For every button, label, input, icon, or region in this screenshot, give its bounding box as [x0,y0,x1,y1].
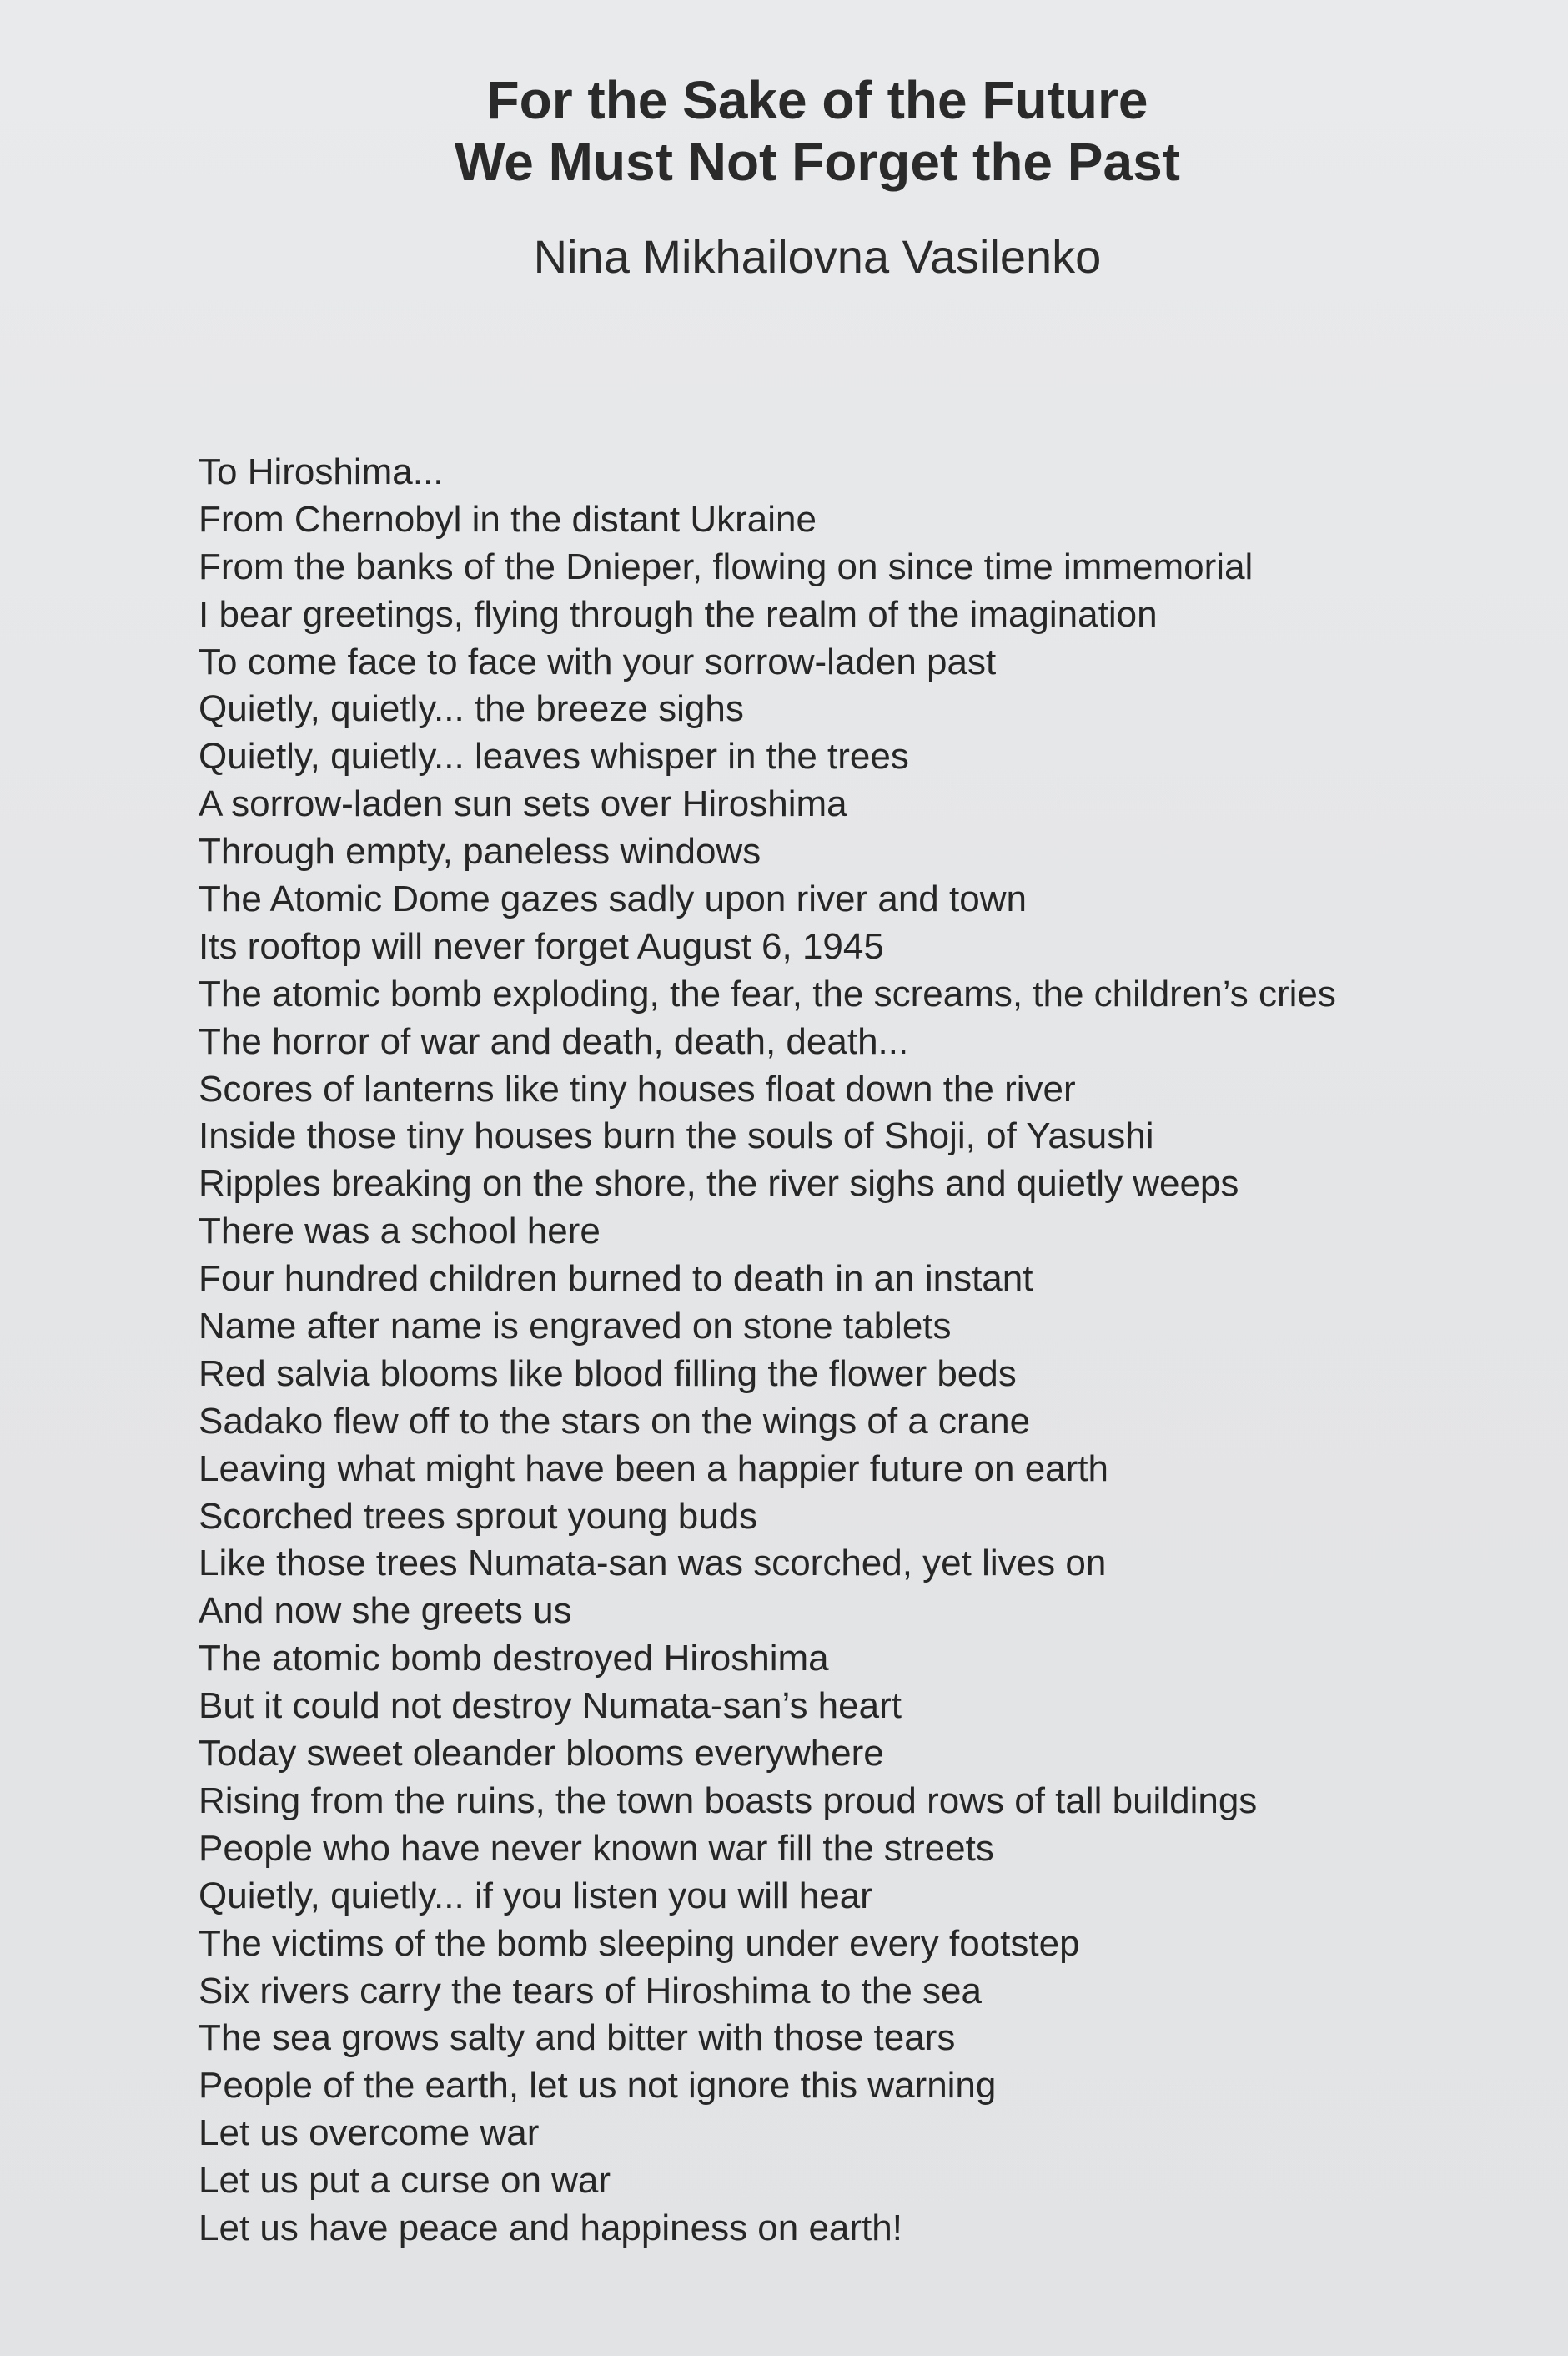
poem-line: Six rivers carry the tears of Hiroshima to the sea [199,1970,982,2011]
poem-line: Like those trees Numata-san was scorched, yet lives on [199,1543,1107,1584]
poem-line: Red salvia blooms like blood filling the flower beds [199,1352,1017,1394]
poem-line: Name after name is engraved on stone tablets [199,1306,952,1347]
poem-line: The horror of war and death, death, death... [199,1020,909,1062]
poem-line: To come face to face with your sorrow-laden past [199,641,997,682]
poem-line: The atomic bomb destroyed Hiroshima [199,1638,829,1679]
poem-line: A sorrow-laden sun sets over Hiroshima [199,783,847,825]
title-line-2: We Must Not Forget the Past [455,132,1180,192]
poem-line: From Chernobyl in the distant Ukraine [199,498,817,540]
poem-line: People of the earth, let us not ignore this warning [199,2065,997,2107]
poem-line: To Hiroshima... [199,451,444,492]
title-line-1: For the Sake of the Future [486,70,1148,130]
poem-line: Through empty, paneless windows [199,831,761,873]
poem-line: The Atomic Dome gazes sadly upon river and town [199,878,1027,920]
poem-line: Its rooftop will never forget August 6, 1945 [199,925,884,967]
author-name: Nina Mikhailovna Vasilenko [533,230,1102,283]
poem-line: The sea grows salty and bitter with those tears [199,2017,956,2059]
poem-line: From the banks of the Dnieper, flowing on since time immemorial [199,546,1254,587]
poem-line: Scores of lanterns like tiny houses float down the river [199,1068,1076,1110]
poem-line: I bear greetings, flying through the realm of the imagination [199,593,1158,635]
poem-line: There was a school here [199,1211,601,1252]
poem-line: Let us have peace and happiness on earth! [199,2207,902,2248]
poem-line: Ripples breaking on the shore, the river sighs and quietly weeps [199,1163,1239,1205]
poem-line: People who have never known war fill the streets [199,1827,994,1869]
poem-line: Quietly, quietly... if you listen you will hear [199,1875,872,1916]
poem-line: Rising from the ruins, the town boasts proud rows of tall buildings [199,1780,1258,1821]
poem-line: Scorched trees sprout young buds [199,1495,758,1537]
poem-line: Quietly, quietly... leaves whisper in the trees [199,736,909,778]
poem-body [199,449,1336,2253]
poem-line: Quietly, quietly... the breeze sighs [199,688,744,730]
poem-line: The victims of the bomb sleeping under every footstep [199,1922,1080,1964]
poem-line: Sadako flew off to the stars on the wings of a crane [199,1400,1031,1442]
poem-line: Four hundred children burned to death in an instant [199,1258,1033,1300]
poem-line: The atomic bomb exploding, the fear, the screams, the children’s cries [199,973,1336,1014]
poem-line: Let us put a curse on war [199,2160,611,2202]
poem-line: But it could not destroy Numata-san’s heart [199,1685,902,1727]
poem-line: Let us overcome war [199,2112,540,2154]
poem-line: Leaving what might have been a happier future on earth [199,1447,1108,1489]
poem-line: Today sweet oleander blooms everywhere [199,1733,884,1775]
poem-line: And now she greets us [199,1590,572,1632]
poem-line: Inside those tiny houses burn the souls of Shoji, of Yasushi [199,1115,1154,1157]
